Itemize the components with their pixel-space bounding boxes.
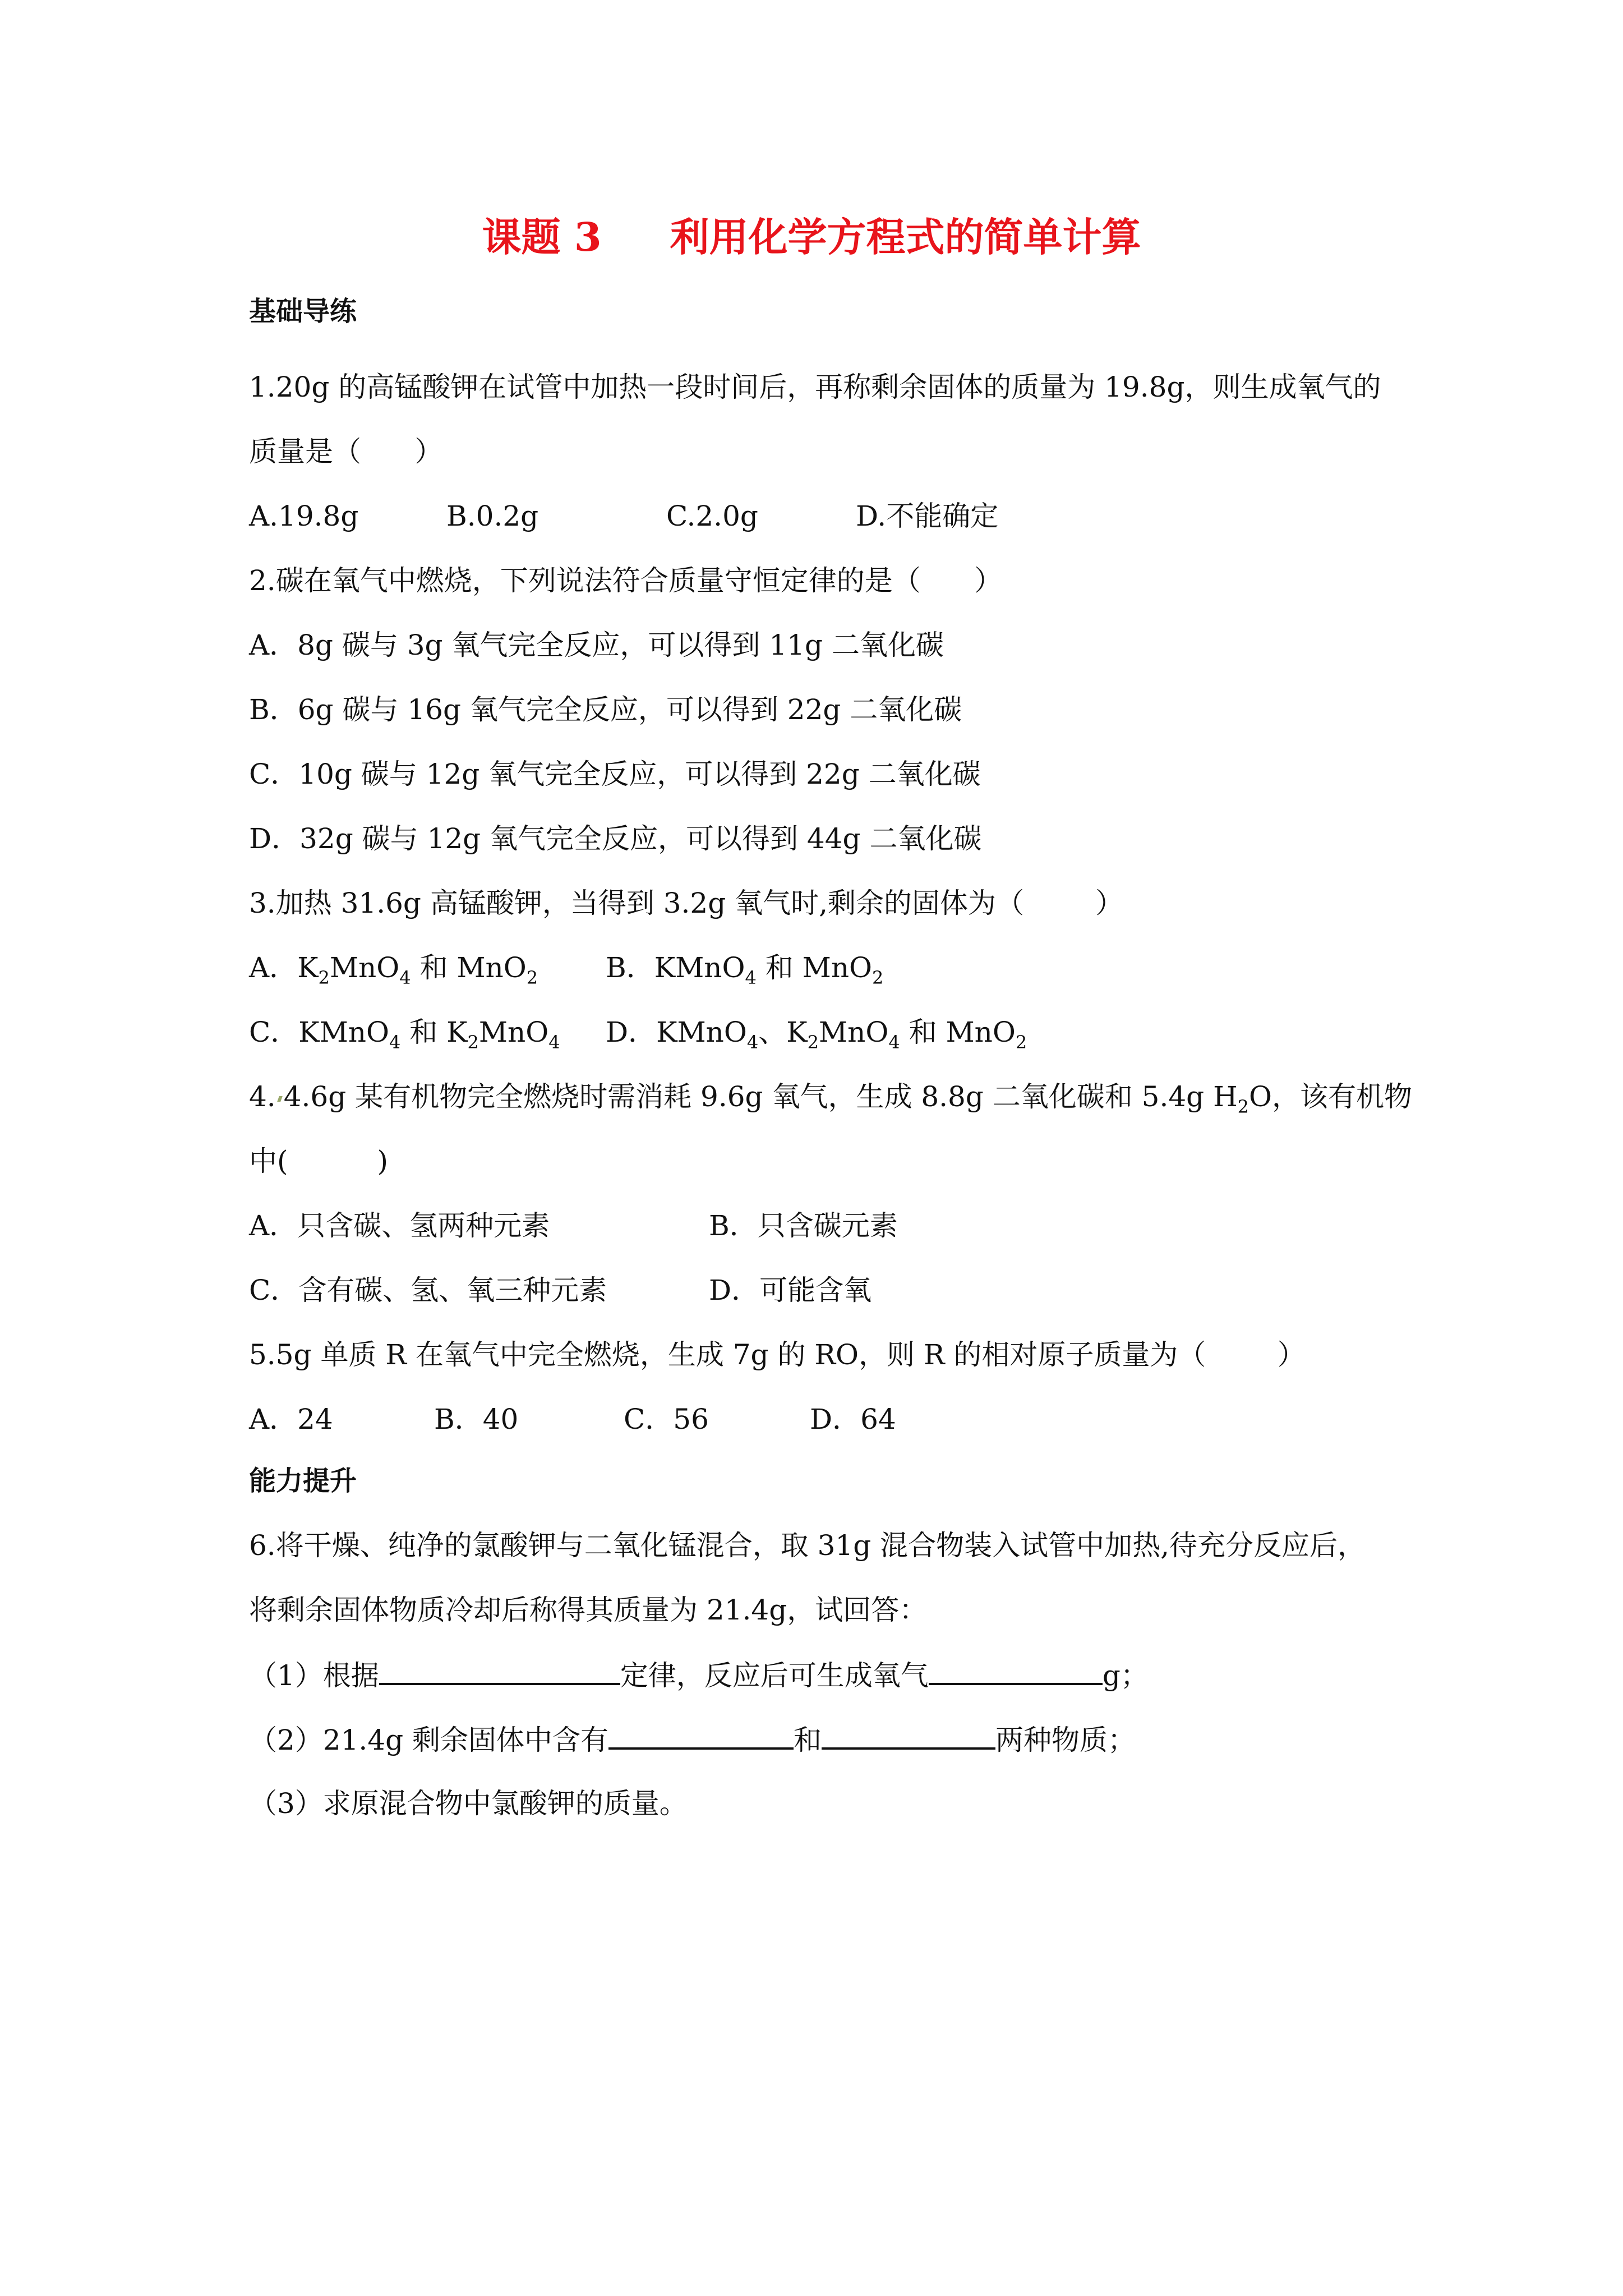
q5-option-b: B．40 [434, 1403, 519, 1435]
q1-option-c: C.2.0g [666, 500, 758, 532]
q5-stem: 5.5g 单质 R 在氧气中完全燃烧，生成 7g 的 RO，则 R 的相对原子质量为（ ） [249, 1338, 1306, 1371]
section-heading-advanced: 能力提升 [249, 1465, 357, 1497]
q2-option-c: C．10g 碳与 12g 氧气完全反应，可以得到 22g 二氧化碳 [249, 758, 981, 790]
q1-option-a: A.19.8g [249, 500, 359, 532]
q3-option-d: D．KMnO$_4$、$K_2MnO_4$ 和 MnO$_2$ [606, 1016, 1027, 1053]
q6-stem-line1: 6.将干燥、纯净的氯酸钾与二氧化锰混合，取 31g 混合物装入试管中加热,待充分反应后， [249, 1529, 1366, 1562]
q4-stem-line1: 4. 4.6g 某有机物完全燃烧时需消耗 9.6g 氧气，生成 8.8g 二氧化碳和 5.4g $H_2O$，该有机物 [249, 1080, 1413, 1117]
q4-options-row2 [249, 1271, 1371, 1310]
q2-option-b: B．6g 碳与 16g 氧气完全反应，可以得到 22g 二氧化碳 [249, 693, 962, 726]
q4-option-a: A．只含碳、氢两种元素 [249, 1209, 550, 1242]
q5-option-a: A．24 [249, 1403, 333, 1435]
q2-option-a: A．8g 碳与 3g 氧气完全反应，可以得到 11g 二氧化碳 [249, 629, 944, 661]
q5-option-d: D．64 [810, 1403, 896, 1435]
answer-blank-oxygen-mass[interactable] [929, 1655, 1103, 1685]
q3-option-a: A．$K_2MnO_4$ 和 MnO$_2$ [249, 951, 538, 988]
q1-stem-line2: 质量是（ ） [249, 435, 443, 468]
section-heading-basic: 基础导练 [249, 296, 357, 327]
q3-options-row2 [249, 1013, 1371, 1052]
q6-part3: （3）求原混合物中氯酸钾的质量。 [249, 1787, 688, 1820]
q3-stem: 3.加热 31.6g 高锰酸钾，当得到 3.2g 氧气时,剩余的固体为（ ） [249, 887, 1124, 919]
q4-stem-line2: 中( ) [249, 1145, 388, 1177]
q3-option-c: C．KMnO$_4$ 和 $K_2MnO_4$ [249, 1016, 560, 1053]
q4-option-b: B．只含碳元素 [709, 1209, 898, 1242]
q4-option-c: C．含有碳、氢、氧三种元素 [249, 1274, 607, 1306]
answer-blank-substance-1[interactable] [608, 1719, 794, 1750]
q6-part2: （2）21.4g 剩余固体中含有 和 两种物质； [249, 1719, 1136, 1760]
q3-option-b: B．KMnO$_4$ 和 MnO$_2$ [606, 951, 884, 988]
q1-stem-line1: 1.20g 的高锰酸钾在试管中加热一段时间后，再称剩余固体的质量为 19.8g，则生成氧气的 [249, 371, 1381, 403]
q6-part1: （1）根据 定律，反应后可生成氧气 g； [249, 1655, 1149, 1695]
page-title: 课题 3 利用化学方程式的简单计算 [482, 214, 1141, 260]
q3-options-row1 [249, 948, 1371, 987]
q1-option-b: B.0.2g [446, 500, 539, 532]
q4-options-row1 [249, 1206, 1371, 1245]
q5-option-c: C．56 [624, 1403, 709, 1435]
answer-blank-law[interactable] [379, 1655, 620, 1685]
q2-option-d: D．32g 碳与 12g 氧气完全反应，可以得到 44g 二氧化碳 [249, 822, 982, 855]
q1-options [249, 496, 1371, 536]
q1-option-d: D.不能确定 [856, 500, 999, 532]
answer-blank-substance-2[interactable] [822, 1719, 995, 1750]
q6-stem-line2: 将剩余固体物质冷却后称得其质量为 21.4g，试回答： [249, 1594, 928, 1626]
q4-option-d: D．可能含氧 [709, 1274, 872, 1306]
q2-stem: 2.碳在氧气中燃烧，下列说法符合质量守恒定律的是（ ） [249, 564, 1003, 597]
q5-options [249, 1400, 1371, 1439]
scan-mark [277, 1096, 283, 1102]
